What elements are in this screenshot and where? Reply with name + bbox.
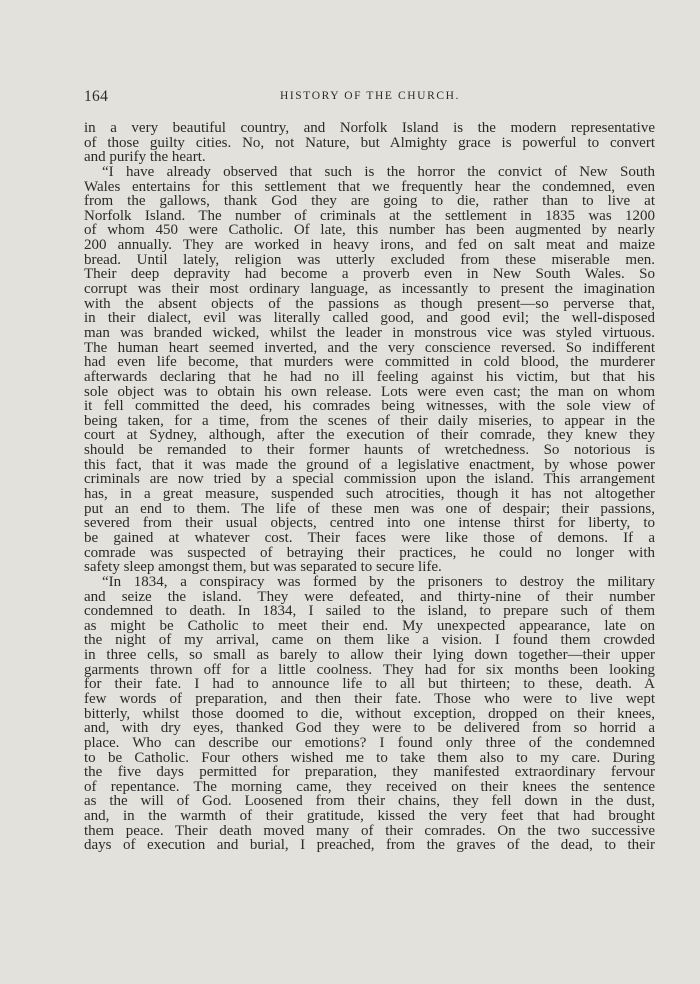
page-header [84, 88, 656, 108]
text-line: the night of my arrival, came on them like a vision. I found them crowded [84, 632, 655, 649]
text-line: to be Catholic. Four others wished me to take them also to my care. During [84, 749, 655, 766]
text-line: Wales entertains for this settlement that we frequently hear the condemned, even [84, 178, 655, 195]
text-line: Norfolk Island. The number of criminals at the settlement in 1835 was 1200 [84, 207, 655, 224]
text-line: “I have already observed that such is the horror the convict of New South [102, 163, 655, 180]
text-line: days of execution and burial, I preached, from the graves of the dead, to their [84, 837, 655, 854]
text-line: in three cells, so small as barely to allow their lying down together—their upper [84, 647, 655, 664]
text-line: put an end to them. The life of these men was one of despair; their passions, [84, 500, 655, 517]
text-line: and purify the heart. [84, 149, 206, 166]
page-number: 164 [84, 88, 109, 105]
text-line: criminals are now tried by a special commission upon the island. This arrangement [84, 471, 655, 488]
text-line: this fact, that it was made the ground of a legislative enactment, by whose power [84, 456, 655, 473]
text-line: in a very beautiful country, and Norfolk Island is the modern representative [84, 120, 655, 136]
text-line: being taken, for a time, from the scenes of their daily miseries, to appear in the [84, 412, 655, 429]
text-line: severed from their usual objects, centred into one intense thirst for liberty, to [84, 515, 655, 532]
text-line: corrupt was their most ordinary language, as incessantly to present the imagination [84, 281, 655, 298]
text-line: of repentance. The morning came, they received on their knees the sentence [84, 778, 655, 795]
text-line: garments thrown off for a little coolness. They had for six months been looking [84, 661, 655, 678]
running-title: HISTORY OF THE CHURCH. [279, 90, 461, 102]
text-line: bitterly, whilst those doomed to die, without exception, dropped on their knees, [84, 705, 655, 722]
text-line: of whom 450 were Catholic. Of late, this number has been augmented by nearly [84, 222, 655, 239]
text-line: as might be Catholic to meet their end. My unexpected appearance, late on [84, 617, 655, 634]
text-line: 200 annually. They are worked in heavy irons, and fed on salt meat and maize [84, 237, 655, 254]
text-line: with the absent objects of the passions as though present—so perverse that, [84, 295, 655, 312]
text-line: few words of preparation, and then their fate. Those who were to live wept [84, 690, 655, 707]
text-line: and, with dry eyes, thanked God they were to be delivered from so horrid a [84, 720, 655, 737]
text-line: sole object was to obtain his own release. Lots were even cast; the man on whom [84, 383, 655, 400]
text-line: The human heart seemed inverted, and the very conscience reversed. So indifferent [84, 339, 655, 356]
text-line: comrade was suspected of betraying their practices, he could no longer with [84, 544, 655, 561]
text-line: it fell committed the deed, his comrades being witnesses, with the sole view of [84, 398, 655, 415]
text-line: condemned to death. In 1834, I sailed to the island, to prepare such of them [84, 603, 655, 620]
text-line: the five days permitted for preparation, they manifested extraordinary fervour [84, 764, 655, 781]
text-line: court at Sydney, although, after the execution of their comrade, they knew they [84, 427, 655, 444]
text-line: had even life become, that murders were committed in cold blood, the murderer [84, 354, 655, 371]
text-line: as the will of God. Loosened from their chains, they fell down in the dust, [84, 793, 655, 810]
text-line: has, in a great measure, suspended such atrocities, though it has not altogether [84, 486, 655, 503]
text-line: man was branded wicked, whilst the leader in monstrous vice was styled virtuous. [84, 324, 655, 341]
text-line: afterwards declaring that he had no ill feeling against his victim, but that his [84, 368, 655, 385]
text-line: bread. Until lately, religion was utterly excluded from these miserable men. [84, 251, 655, 268]
text-line: Their deep depravity had become a proverb even in New South Wales. So [84, 266, 655, 283]
text-line: of those guilty cities. No, not Nature, but Almighty grace is powerful to convert [84, 134, 655, 151]
text-line: in their dialect, evil was literally called good, and good evil; the well-disposed [84, 310, 655, 327]
text-line: “In 1834, a conspiracy was formed by the prisoners to destroy the military [102, 573, 655, 590]
text-line: and seize the island. They were defeated, and thirty-nine of their number [84, 588, 655, 605]
text-line: safety sleep amongst them, but was separated to secure life. [84, 559, 442, 576]
text-line: them peace. Their death moved many of their comrades. On the two successive [84, 822, 655, 839]
text-line: place. Who can describe our emotions? I found only three of the condemned [84, 734, 655, 751]
body-text [84, 121, 655, 853]
text-line: and, in the warmth of their gratitude, kissed the very feet that had brought [84, 808, 655, 825]
text-line: for their fate. I had to announce life to all but thirteen; to these, death. A [84, 676, 655, 693]
text-line: be gained at whatever cost. Their faces were like those of demons. If a [84, 529, 655, 546]
text-line: from the gallows, thank God they are going to die, rather than to live at [84, 193, 655, 210]
text-line: should be remanded to their former haunts of wretchedness. So notorious is [84, 442, 655, 459]
